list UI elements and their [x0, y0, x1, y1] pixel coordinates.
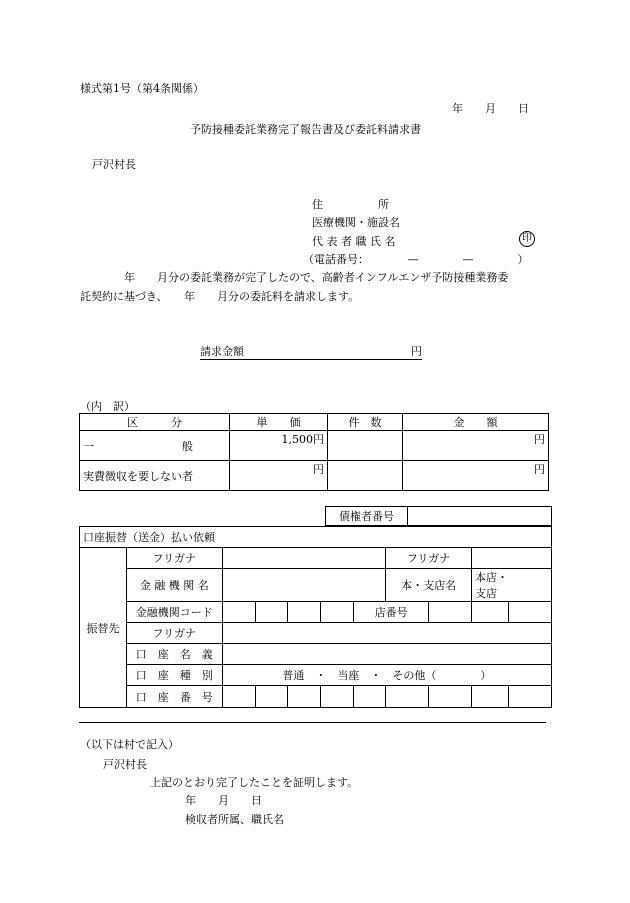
account-number-digit[interactable]	[471, 686, 508, 708]
row-amount[interactable]: 円	[403, 461, 549, 491]
row-unit-price[interactable]: 円	[230, 461, 328, 491]
row-amount[interactable]: 円	[403, 431, 549, 461]
bank-name-label: 金 融 機 関 名	[126, 569, 222, 602]
account-number-digit[interactable]	[222, 686, 255, 708]
account-name-field[interactable]	[222, 644, 551, 665]
address-label: 住 所	[312, 198, 389, 211]
creditor-number-table	[325, 506, 552, 526]
bank-code-label: 金融機関コード	[126, 602, 222, 623]
body-text-2: 託契約に基づき、 年 月分の委託料を請求します。	[80, 290, 360, 303]
creditor-number-label: 債権者番号	[326, 507, 408, 526]
branch-furigana-label: フリガナ	[386, 548, 472, 569]
bank-code-digit[interactable]	[288, 602, 321, 623]
claim-unit: 円	[411, 345, 422, 358]
row-count[interactable]	[328, 431, 403, 461]
row-category: 実費徴収を要しない者	[80, 461, 230, 491]
village-addressee: 戸沢村長	[103, 758, 147, 771]
transfer-side-label: 振替先	[80, 548, 127, 708]
addressee: 戸沢村長	[92, 158, 136, 171]
inspector-label: 検収者所属、職氏名	[185, 813, 284, 826]
branch-no-digit[interactable]	[471, 602, 508, 623]
branch-no-digit[interactable]	[429, 602, 472, 623]
header-count: 件 数	[328, 414, 403, 431]
village-note: （以下は村で記入）	[80, 738, 179, 751]
row-category: 一 般	[80, 431, 230, 461]
certification-text: 上記のとおり完了したことを証明します。	[150, 776, 359, 789]
account-number-digit[interactable]	[321, 686, 354, 708]
body-text-1: 年 月分の委託業務が完了したので、高齢者インフルエンザ予防接種業務委	[80, 271, 509, 284]
bank-furigana-field[interactable]	[222, 548, 386, 569]
header-amount: 金 額	[403, 414, 549, 431]
account-number-digit[interactable]	[386, 686, 429, 708]
row-count[interactable]	[328, 461, 403, 491]
account-number-digit[interactable]	[508, 686, 551, 708]
certification-date: 年 月 日	[185, 794, 262, 807]
representative-label: 代 表 者 職 氏 名	[312, 235, 396, 248]
bank-code-digit[interactable]	[321, 602, 354, 623]
branch-label: 本・支店名	[386, 569, 472, 602]
account-number-digit[interactable]	[288, 686, 321, 708]
breakdown-row	[80, 461, 549, 491]
claim-label: 請求金額	[200, 345, 244, 358]
account-type-options[interactable]: 普通 ・ 当座 ・ その他（ ）	[222, 665, 551, 686]
breakdown-row	[80, 431, 549, 461]
row-unit-price[interactable]: 1,500円	[230, 431, 328, 461]
account-number-label: 口 座 番 号	[126, 686, 222, 708]
breakdown-heading: （内 訳）	[80, 400, 135, 413]
branch-furigana-field[interactable]	[471, 548, 551, 569]
account-number-digit[interactable]	[354, 686, 386, 708]
account-number-digit[interactable]	[429, 686, 472, 708]
account-number-digit[interactable]	[255, 686, 288, 708]
account-type-label: 口 座 種 別	[126, 665, 222, 686]
form-label: 様式第1号（第4条関係）	[80, 82, 204, 95]
creditor-number-field[interactable]	[408, 507, 552, 526]
facility-label: 医療機関・施設名	[312, 216, 400, 229]
seal-mark	[519, 231, 535, 247]
account-furigana-field[interactable]	[222, 623, 551, 644]
branch-no-label: 店番号	[354, 602, 429, 623]
page-title: 予防接種委託業務完了報告書及び委託料請求書	[190, 123, 421, 136]
header-category: 区 分	[80, 414, 230, 431]
seal-label: 印	[519, 231, 535, 247]
transfer-heading: 口座振替（送金）払い依頼	[80, 527, 552, 548]
bank-code-digit[interactable]	[255, 602, 288, 623]
header-unit-price: 単 価	[230, 414, 328, 431]
date-line: 年 月 日	[452, 102, 529, 115]
account-furigana-label: フリガナ	[126, 623, 222, 644]
claim-amount-line	[200, 343, 422, 360]
account-name-label: 口 座 名 義	[126, 644, 222, 665]
branch-no-digit[interactable]	[508, 602, 551, 623]
phone-label: （電話番号： — — ）	[303, 253, 529, 266]
branch-value[interactable]: 本店・ 支店	[471, 569, 551, 602]
breakdown-header-row	[80, 414, 549, 431]
transfer-table	[79, 526, 552, 708]
bank-code-digit[interactable]	[222, 602, 255, 623]
breakdown-table	[79, 413, 549, 491]
bank-furigana-label: フリガナ	[126, 548, 222, 569]
bank-name-field[interactable]	[222, 569, 386, 602]
section-divider	[79, 722, 546, 723]
